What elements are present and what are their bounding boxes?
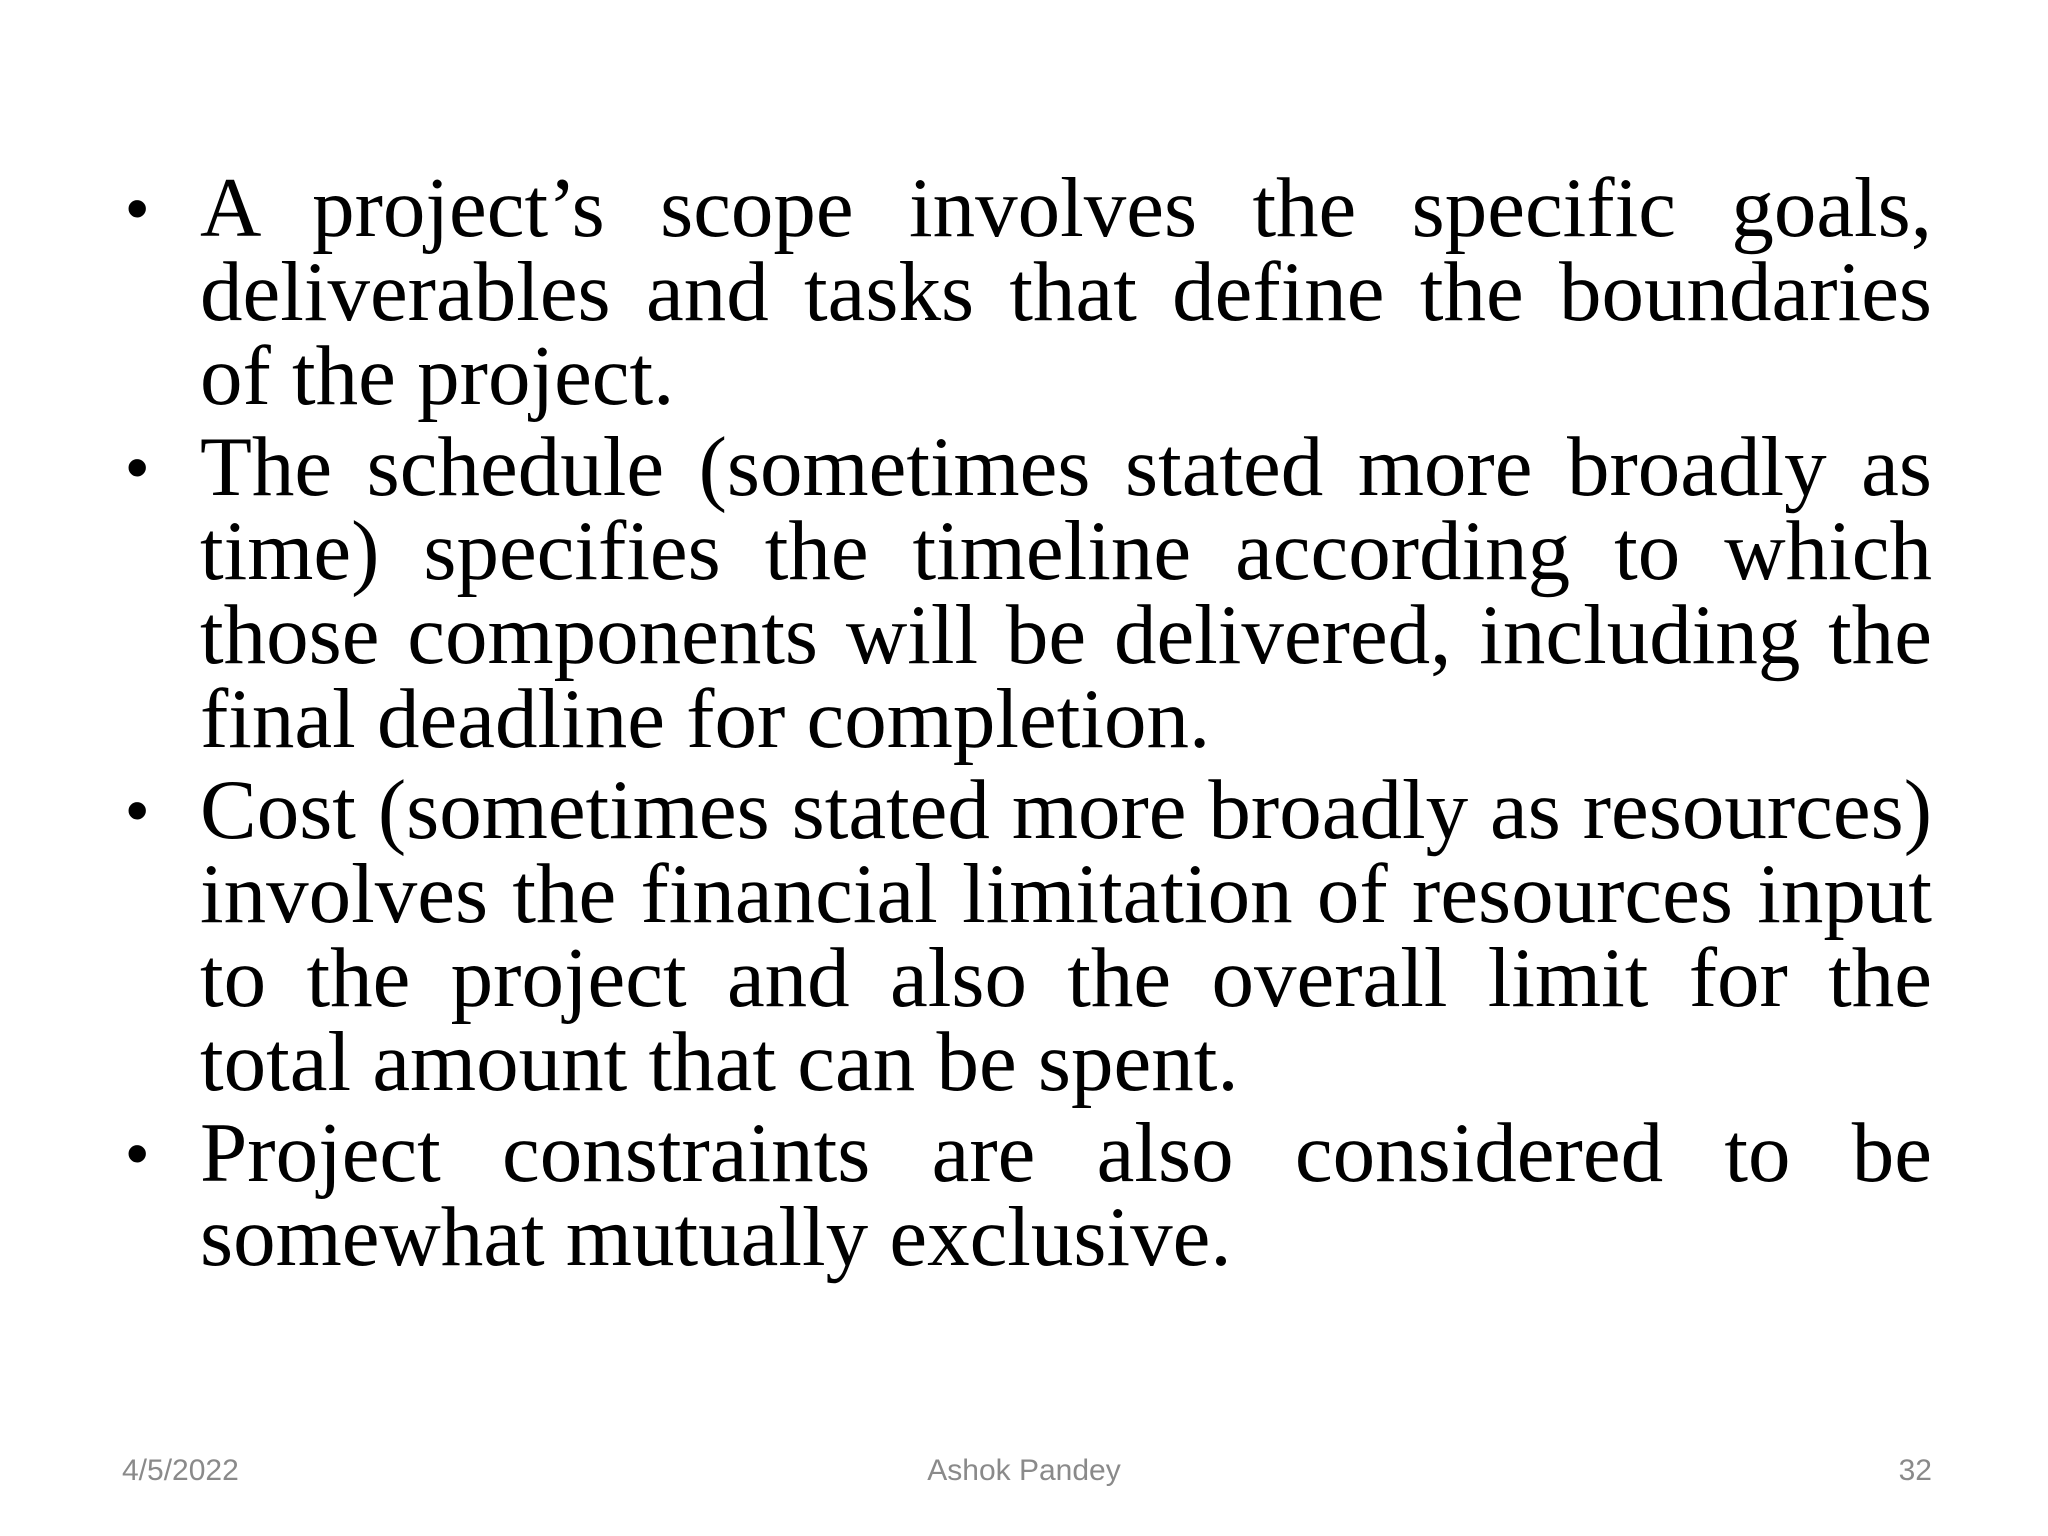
footer-page-number: 32 xyxy=(1898,1454,1932,1487)
bullet-item xyxy=(120,763,1932,1109)
bullet-list xyxy=(120,161,1932,1286)
bullet-text: The schedule (sometimes stated more broadly as time) specifies the timeline according to which those components will be delivered, including the final deadline for completion. xyxy=(200,420,1932,766)
bullet-marker: • xyxy=(126,172,149,244)
bullet-text: Cost (sometimes stated more broadly as resources) involves the financial limitation of resources input to the project and also the overall limit for the total amount that can be spent. xyxy=(200,763,1932,1109)
bullet-text: A project’s scope involves the specific goals, deliverables and tasks that define the boundaries of the project. xyxy=(200,161,1932,423)
footer-date: 4/5/2022 xyxy=(122,1454,239,1487)
bullet-item xyxy=(120,420,1932,766)
bullet-item xyxy=(120,161,1932,423)
bullet-marker: • xyxy=(126,431,149,503)
bullet-marker: • xyxy=(126,1117,149,1189)
bullet-marker: • xyxy=(126,774,149,846)
footer-author: Ashok Pandey xyxy=(927,1454,1121,1487)
bullet-item xyxy=(120,1106,1932,1284)
bullet-text: Project constraints are also considered to be somewhat mutually exclusive. xyxy=(200,1106,1932,1284)
